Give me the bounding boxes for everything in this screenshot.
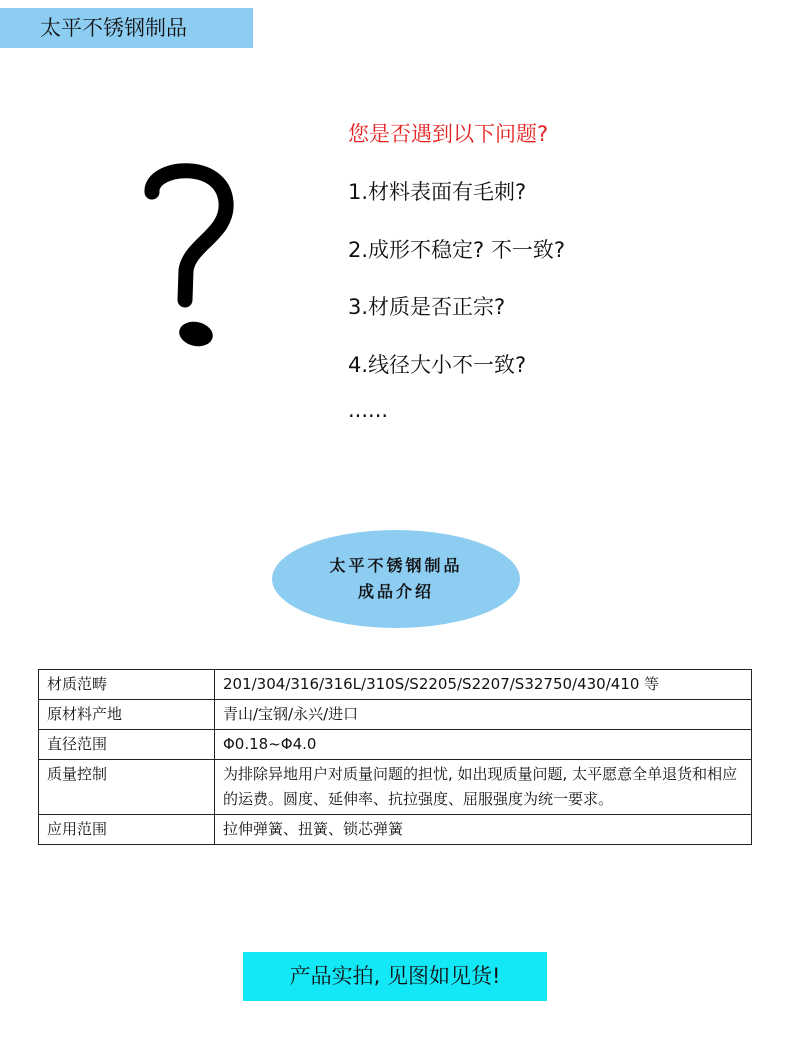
product-photo-banner xyxy=(243,952,547,1001)
spec-table xyxy=(38,669,752,845)
table-row xyxy=(39,760,752,815)
spec-value: 拉伸弹簧、扭簧、锁芯弹簧 xyxy=(215,815,752,845)
questions-heading: 您是否遇到以下问题? xyxy=(348,122,549,146)
question-item: 2.成形不稳定? 不一致? xyxy=(348,238,566,262)
table-row xyxy=(39,730,752,760)
spec-key: 直径范围 xyxy=(39,730,215,760)
spec-value: 201/304/316/316L/310S/S2205/S2207/S32750/430/410 等 xyxy=(215,670,752,700)
header-title-bar xyxy=(0,8,253,48)
badge-line-1: 太平不锈钢制品 xyxy=(329,556,463,575)
spec-key: 应用范围 xyxy=(39,815,215,845)
question-item: 4.线径大小不一致? xyxy=(348,353,527,377)
question-item: 3.材质是否正宗? xyxy=(348,295,506,319)
spec-key: 原材料产地 xyxy=(39,700,215,730)
table-row xyxy=(39,700,752,730)
header-title: 太平不锈钢制品 xyxy=(40,16,187,40)
banner-label: 产品实拍, 见图如见货! xyxy=(289,964,501,988)
spec-value: 青山/宝钢/永兴/进口 xyxy=(215,700,752,730)
badge-line-2: 成品介绍 xyxy=(357,582,434,601)
question-mark-icon xyxy=(138,158,238,358)
spec-value: 为排除异地用户对质量问题的担忧, 如出现质量问题, 太平愿意全单退货和相应的运费。圆度、延伸率、抗拉强度、屈服强度为统一要求。 xyxy=(215,760,752,815)
table-row xyxy=(39,815,752,845)
spec-value: Φ0.18~Φ4.0 xyxy=(215,730,752,760)
spec-key: 材质范畴 xyxy=(39,670,215,700)
question-ellipsis: ...... xyxy=(348,398,389,422)
question-item: 1.材料表面有毛刺? xyxy=(348,180,527,204)
product-intro-badge xyxy=(272,530,520,628)
spec-key: 质量控制 xyxy=(39,760,215,815)
table-row xyxy=(39,670,752,700)
